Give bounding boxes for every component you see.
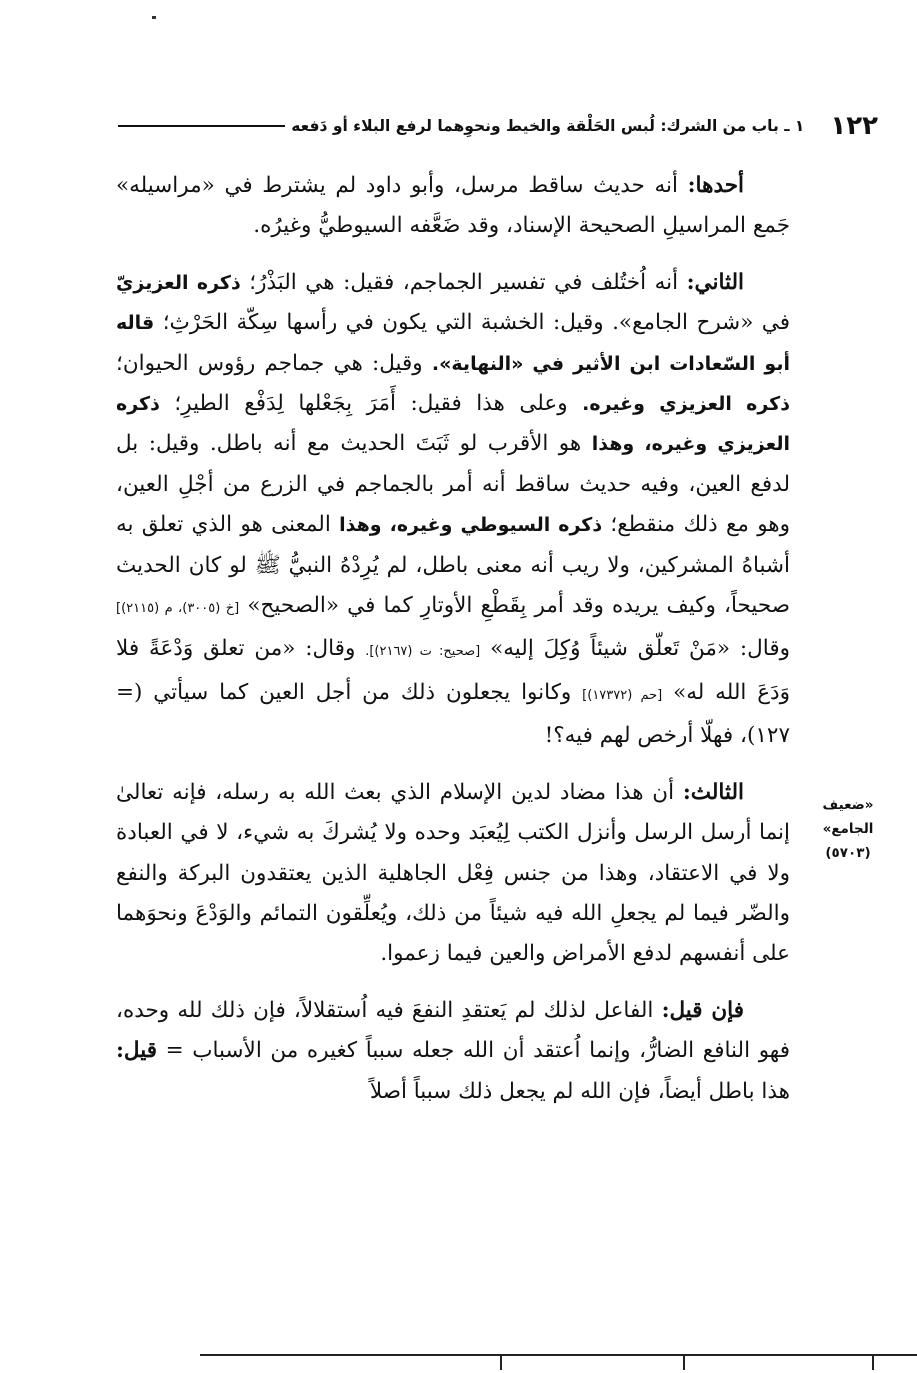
margin-note-line: (٥٧٠٣) <box>825 845 871 861</box>
text-run: وقال: «من تعلق وَدْعَةً فلا وَدَعَ الله له» <box>116 636 790 705</box>
margin-note-line: الجامع» <box>822 821 874 837</box>
margin-note-line: «ضعيف <box>822 797 874 813</box>
bold-run: ذكره العزيزي وغيره. <box>582 393 790 416</box>
paragraph-fourth <box>116 991 790 1112</box>
text-run: هذا باطل أيضاً، فإن الله لم يجعل ذلك سبباً أصلاً <box>369 1078 790 1104</box>
paragraph-third <box>116 773 790 975</box>
text-run: في «شرح الجامع». وقيل: الخشبة التي يكون في رأسها سِكّة الحَرْثِ؛ <box>162 310 791 336</box>
header-rule <box>118 125 285 127</box>
paragraph-text: أن هذا مضاد لدين الإسلام الذي بعث الله به رسله، فإنه تعالىٰ إنما أرسل الرسل وأنزل الكتب لِيُعبَد وحده ولا يُشركَ به شيء، لا في العبادة ولا في الاعتقاد، وهذا من جنس فِعْل الجاهلية الذين يعتقدون البركة والنفع والضّر فيما لم يجعلِ الله فيه شيئاً من ذلك، ويُعلِّقون التمائم والوَدْعَ ونحوَهما على أنفسهم لدفع الأمراض والعين فيما زعموا. <box>116 779 790 967</box>
paragraph-label: فإن قيل: <box>661 997 745 1023</box>
text-run: هو الأقرب لو ثَبَتَ الحديث مع أنه باطل. وقيل: بل لدفع العين، وفيه حديث ساقط أنه أمر بالجماجم في الزرع من أجْلِ العين، وهو مع ذلك منقطع؛ <box>116 431 791 538</box>
text-run: وكانوا يجعلون ذلك من أجل العين كما سيأتي (= ١٢٧)، فهلّا أرخص لهم فيه؟! <box>116 679 790 749</box>
bold-run: قاله أبو السّعادات ابن الأثير في «النهاية». <box>116 312 790 375</box>
hadith-reference: [صحيح: ت (٢١٦٧)]. <box>365 644 481 660</box>
paragraph-first <box>116 166 790 247</box>
hadith-reference: [حم (١٧٣٧٢)] <box>582 687 663 703</box>
bold-run: ذكره العزيزي وغيره، وهذا <box>116 393 790 456</box>
margin-note <box>812 793 884 865</box>
footer-tick <box>683 1356 685 1370</box>
running-header <box>118 108 878 144</box>
bold-run: ذكره العزيزيّ <box>116 271 241 294</box>
page-number: ١٢٢ <box>830 111 878 141</box>
paragraph-second <box>116 263 790 757</box>
footer-rule <box>200 1354 917 1356</box>
text-run: وقيل: هي جماجم رؤوس الحيوان؛ <box>116 350 423 376</box>
text-run: المعنى هو الذي تعلق به أشباهُ المشركين، ولا ريب أنه معنى باطل، لم يُرِدْهُ النبيُّ ﷺ لو كان الحديث صحيحاً، وكيف يريده وقد أمر بِقَطْعِ الأوتارِ كما في «الصحيح» <box>116 512 790 619</box>
paragraph-label: قيل: <box>116 1038 157 1064</box>
paragraph-label: الثاني: <box>686 269 745 295</box>
bold-run: ذكره السيوطي وغيره، وهذا <box>339 514 603 537</box>
text-run: وقال: «مَنْ تَعلّق شيئاً وُكِلَ إليه» <box>490 636 790 662</box>
scan-speck <box>152 16 156 19</box>
footer-tick <box>500 1356 502 1370</box>
paragraph-text: أنه حديث ساقط مرسل، وأبو داود لم يشترط في «مراسيله» جَمع المراسيلِ الصحيحة الإسناد، وقد ضَعَّفه السيوطيُّ وغيرُه. <box>116 173 790 239</box>
text-run: الفاعل لذلك لم يَعتقدِ النفعَ فيه اُستقلالاً، فإن ذلك لله وحده، فهو النافع الضارُّ، وإنما اُعتقد أن الله جعله سبباً كغيره من الأسباب = <box>116 997 790 1064</box>
body-text <box>116 166 790 1128</box>
footer-tick <box>872 1356 874 1370</box>
paragraph-label: أحدها: <box>687 173 744 198</box>
paragraph-label: الثالث: <box>682 779 744 805</box>
text-run: وعلى هذا فقيل: أَمَرَ بِجَعْلها لِدَفْع الطيرِ؛ <box>174 391 568 417</box>
chapter-title: ١ ـ باب من الشرك: لُبس الحَلْقة والخيط ونحوِهما لرفع البلاء أو دَفعه <box>291 117 805 135</box>
hadith-reference: [خ (٣٠٠٥)، م (٢١١٥)] <box>116 601 240 617</box>
text-run: أنه اُختُلف في تفسير الجماجم، فقيل: هي البَذْرُ؛ <box>249 269 679 295</box>
